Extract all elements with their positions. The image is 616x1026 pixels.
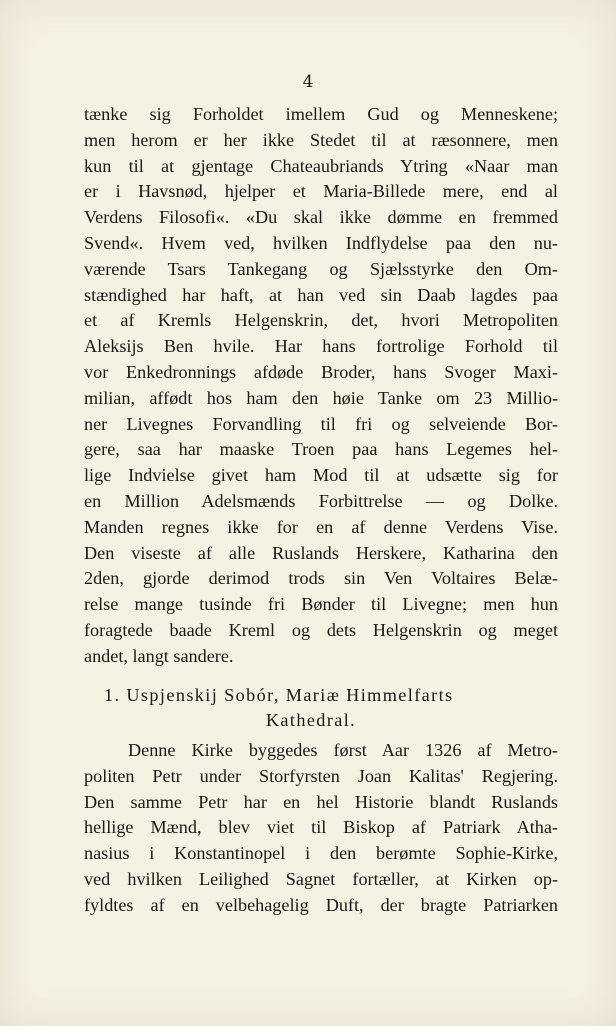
paragraph-2 [84, 738, 558, 919]
text-line: tænke sig Forholdet imellem Gud og Menneskene; [84, 104, 558, 124]
text-line: milian, affødt hos ham den høie Tanke om 23 Millio- [84, 387, 558, 408]
text-line: nasius i Konstantinopel i den berømte Sophie-Kirke, [84, 843, 558, 864]
text-line: Verdens Filosofi«. «Du skal ikke dømme en fremmed [84, 207, 558, 228]
text-line: Manden regnes ikke for en af denne Verdens Vise. [84, 516, 558, 537]
text-line: værende Tsars Tankegang og Sjælsstyrke den Om- [84, 258, 558, 279]
text-line: fyldtes af en velbehagelig Duft, der bragte Patriarken [84, 894, 558, 915]
text-line: stændighed har haft, at han ved sin Daab lagdes paa [84, 284, 558, 305]
section-heading-line-1: 1. Uspjenskij Sobór, Mariæ Himmelfarts [104, 685, 454, 705]
paragraph-1 [84, 102, 558, 670]
text-line: et af Kremls Helgenskrin, det, hvori Metropoliten [84, 310, 558, 331]
text-line: Aleksijs Ben hvile. Har hans fortrolige Forhold til [84, 336, 558, 357]
text-line: hellige Mænd, blev viet til Biskop af Patriark Atha- [84, 817, 558, 838]
text-line: men herom er her ikke Stedet til at ræsonnere, men [84, 129, 558, 150]
text-line: ved hvilken Leilighed Sagnet fortæller, at Kirken op- [84, 868, 558, 889]
text-line: kun til at gjentage Chateaubriands Ytring «Naar man [84, 155, 558, 176]
text-line: Den samme Petr har en hel Historie blandt Ruslands [84, 791, 558, 812]
text-line: Denne Kirke byggedes først Aar 1326 af Metro- [128, 740, 558, 760]
text-line: andet, langt sandere. [84, 645, 234, 666]
text-line: er i Havsnød, hjelper et Maria-Billede mere, end al [84, 181, 558, 202]
section-heading [104, 683, 558, 733]
page-number: 4 [302, 72, 314, 92]
section-heading-line-2: Kathedral. [265, 710, 357, 730]
text-line: 2den, gjorde derimod trods sin Ven Voltaires Belæ- [84, 568, 558, 589]
text-line: foragtede baade Kreml og dets Helgenskrin og meget [84, 619, 558, 640]
text-line: relse mange tusinde fri Bønder til Livegne; men hun [84, 594, 558, 615]
text-line: gere, saa har maaske Troen paa hans Legemes hel- [84, 439, 558, 460]
text-line: en Million Adelsmænds Forbittrelse — og Dolke. [84, 490, 558, 511]
text-line: Svend«. Hvem ved, hvilken Indflydelse paa den nu- [84, 232, 558, 253]
text-line: Den viseste af alle Ruslands Herskere, Katharina den [84, 542, 558, 563]
text-line: lige Indvielse givet ham Mod til at udsætte sig for [84, 465, 558, 486]
text-line: politen Petr under Storfyrsten Joan Kalitas' Regjering. [84, 765, 558, 786]
text-line: vor Enkedronnings afdøde Broder, hans Svoger Maxi- [84, 361, 558, 382]
text-line: ner Livegnes Forvandling til fri og selveiende Bor- [84, 413, 558, 434]
